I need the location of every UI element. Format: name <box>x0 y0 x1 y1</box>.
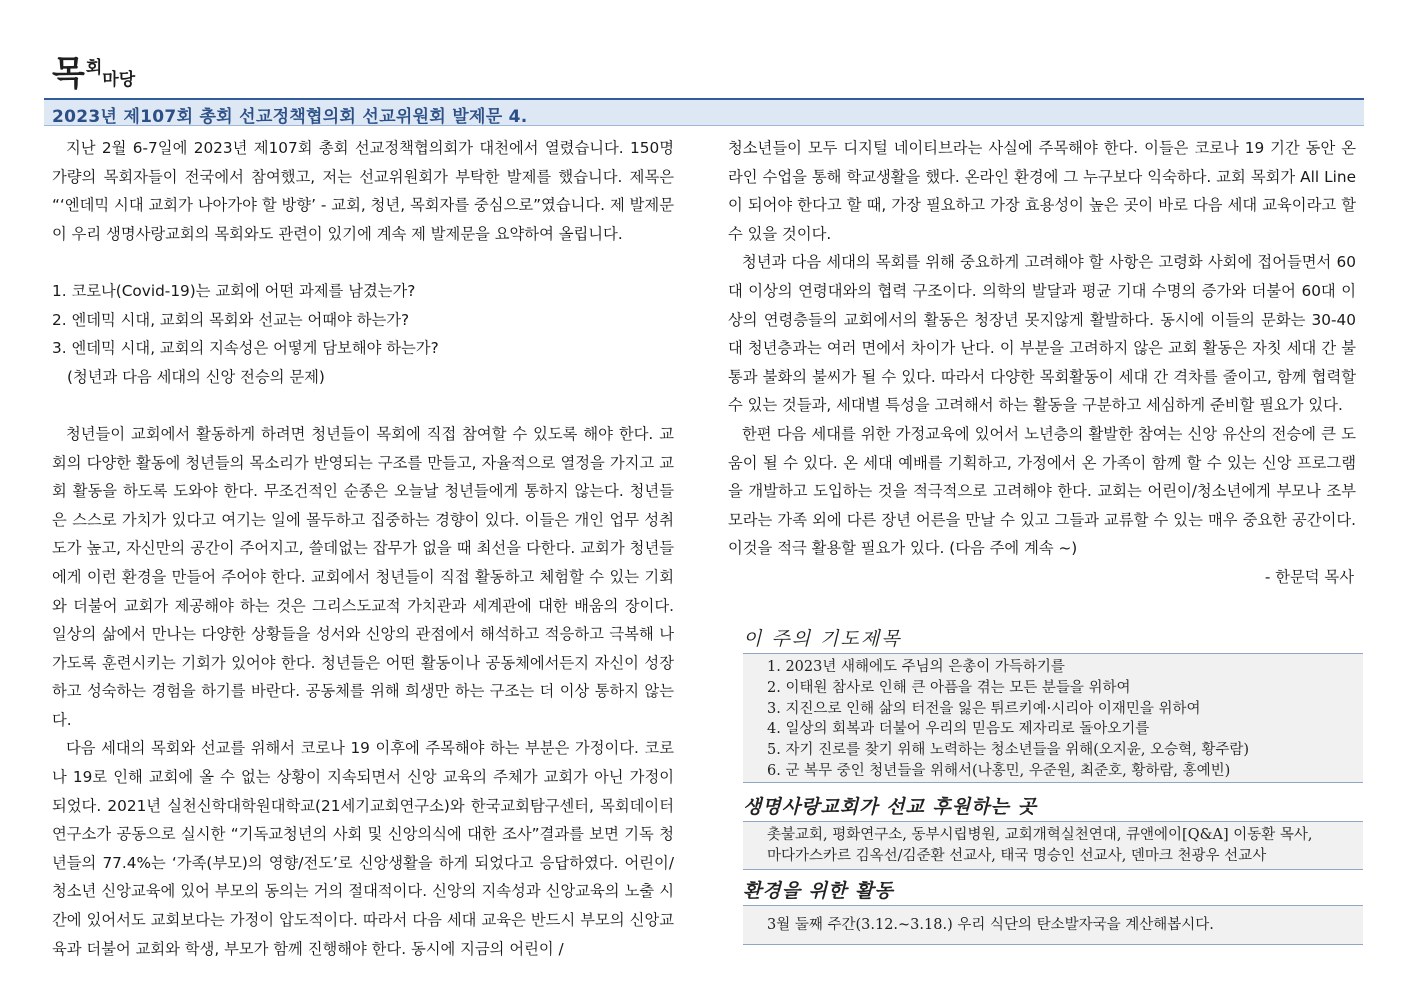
support-line: 마다가스카르 김옥선/김준환 선교사, 태국 명승인 선교사, 덴마크 천광우 선교사 <box>767 847 1267 864</box>
question-item-2: 2. 엔데믹 시대, 교회의 목회와 선교는 어때야 하는가? <box>52 310 410 329</box>
prayer-item: 5. 자기 진로를 찾기 위해 노력하는 청소년들을 위해(오지윤, 오승혁, 황주람) <box>767 742 1250 759</box>
body-paragraph-generations: 청년과 다음 세대의 목회를 위해 중요하게 고려해야 할 사항은 고령화 사회에 접어들면서 60대 이상의 연령대와의 협력 구조이다. 의학의 발달과 평균 기대 수명의 증가와 더불어 60대 이상의 연령층들의 교회에서의 활동은 청장년 못지않게 활발하다. 동시에 이들의 문화는 30-40대 청년층과는 여러 면에서 차이가 난다. 이 부분을 고려하지 않은 교회 활동은 자칫 세대 간 불통과 불화의 불씨가 될 수 있다. 따라서 다양한 목회활동이 세대 간 격차를 줄이고, 함께 협력할 수 있는 것들과, 세대별 특성을 고려해서 하는 활동을 구분하고 세심하게 준비할 필요가 있다. <box>728 253 1356 415</box>
prayer-box <box>743 653 1363 783</box>
prayer-item: 2. 이태원 참사로 인해 큰 아픔을 겪는 모든 분들을 위하여 <box>767 679 1131 696</box>
question-item-1: 1. 코로나(Covid-19)는 교회에 어떤 과제를 남겼는가? <box>52 281 416 300</box>
right-column <box>728 134 1356 592</box>
environment-box <box>743 905 1363 945</box>
logo-char-mok: 목 <box>52 54 85 94</box>
support-line: 촛불교회, 평화연구소, 동부시립병원, 교회개혁실천연대, 큐앤에이[Q&A] 이동환 목사, <box>767 827 1313 843</box>
prayer-item: 6. 군 복무 중인 청년들을 위해서(나홍민, 우준원, 최준호, 황하람, 홍예빈) <box>767 762 1231 779</box>
logo-char-hoe: 회 <box>85 58 103 78</box>
body-paragraph-youth: 청년들이 교회에서 활동하게 하려면 청년들이 목회에 직접 참여할 수 있도록 해야 한다. 교회의 다양한 활동에 청년들의 목소리가 반영되는 구조를 만들고, 자율적으로 열정을 가지고 교회 활동을 하도록 도와야 한다. 무조건적인 순종은 오늘날 청년들에게 통하지 않는다. 청년들은 스스로 가치가 있다고 여기는 일에 몰두하고 집중하는 경향이 있다. 이들은 개인 업무 성취도가 높고, 자신만의 공간이 주어지고, 쓸데없는 잡무가 없을 때 최선을 다한다. 교회가 청년들에게 이런 환경을 만들어 주어야 한다. 교회에서 청년들이 직접 활동하고 체험할 수 있는 기회와 더불어 교회가 제공해야 하는 것은 그리스도교적 가치관과 세계관에 대한 배움의 장이다. 일상의 삶에서 만나는 다양한 상황들을 성서와 신앙의 관점에서 해석하고 적응하고 극복해 나가도록 훈련시키는 기회가 있어야 한다. 청년들은 어떤 활동이나 공동체에서든지 자신이 성장하고 성숙하는 경험을 하기를 바란다. 공동체를 위해 희생만 하는 구조는 더 이상 통하지 않는다. <box>52 424 674 729</box>
body-paragraph-elders: 한편 다음 세대를 위한 가정교육에 있어서 노년층의 활발한 참여는 신앙 유산의 전승에 큰 도움이 될 수 있다. 온 세대 예배를 기획하고, 가정에서 온 가족이 함께 할 수 있는 신앙 프로그램을 개발하고 도입하는 것을 적극적으로 고려해야 한다. 교회는 어린이/청소년에게 부모나 조부모라는 가족 외에 다른 장년 어른을 만날 수 있고 그들과 교류할 수 있는 매우 중요한 공간이다. 이것을 적극 활용할 필요가 있다. (다음 주에 계속 ~) <box>728 424 1356 558</box>
prayer-item: 4. 일상의 회복과 더불어 우리의 믿음도 제자리로 돌아오기를 <box>767 721 1150 738</box>
question-item-3: 3. 엔데믹 시대, 교회의 지속성은 어떻게 담보해야 하는가? <box>52 339 439 358</box>
prayer-item: 1. 2023년 새해에도 주님의 은총이 가득하기를 <box>767 659 1065 675</box>
body-paragraph-family: 다음 세대의 목회와 선교를 위해서 코로나 19 이후에 주목해야 하는 부분은 가정이다. 코로나 19로 인해 교회에 올 수 없는 상황이 지속되면서 신앙 교육의 주체가 교회가 아닌 가정이 되었다. 2021년 실천신학대학원대학교(21세기교회연구소)와 한국교회탐구센터, 목회데이터연구소가 공동으로 실시한 “기독교청년의 사회 및 신앙의식에 대한 조사”결과를 보면 기독 청년들의 77.4%는 ‘가족(부모)의 영향/전도’로 신앙생활을 하게 되었다고 응답하였다. 어린이/청소년 신앙교육에 있어 부모의 동의는 거의 절대적이다. 신앙의 지속성과 신앙교육의 노출 시간에 있어서도 교회보다는 가정이 압도적이다. 따라서 다음 세대 교육은 반드시 부모의 신앙교육과 더불어 교회와 학생, 부모가 함께 진행해야 한다. 동시에 지금의 어린이 / <box>52 739 674 958</box>
environment-heading: 환경을 위한 활동 <box>743 880 894 902</box>
left-column <box>52 134 674 963</box>
prayer-heading: 이 주의 기도제목 <box>743 628 902 650</box>
bulletin-logo <box>52 46 135 96</box>
environment-text: 3월 둘째 주간(3.12.~3.18.) 우리 식단의 탄소발자국을 계산해봅시다. <box>767 917 1214 933</box>
support-heading: 생명사랑교회가 선교 후원하는 곳 <box>743 796 1037 818</box>
question-item-3-sub: (청년과 다음 세대의 신앙 전승의 문제) <box>67 367 325 386</box>
prayer-item: 3. 지진으로 인해 삶의 터전을 잃은 튀르키예·시리아 이재민을 위하여 <box>767 700 1201 717</box>
body-paragraph-digital: 청소년들이 모두 디지털 네이티브라는 사실에 주목해야 한다. 이들은 코로나 19 기간 동안 온라인 수업을 통해 학교생활을 했다. 온라인 환경에 그 누구보다 익숙하다. 교회 목회가 All Line이 되어야 한다고 할 때, 가장 필요하고 가장 효용성이 높은 곳이 바로 다음 세대 교육이라고 할 수 있을 것이다. <box>728 139 1356 243</box>
logo-text-madang: 마당 <box>102 70 136 90</box>
article-title-bar <box>44 98 1364 126</box>
intro-paragraph: 지난 2월 6-7일에 2023년 제107회 총회 선교정책협의회가 대천에서 열렸습니다. 150명 가량의 목회자들이 전국에서 참여했고, 저는 선교위원회가 부탁한 발제를 했습니다. 제목은 “‘엔데믹 시대 교회가 나아가야 할 방향’ - 교회, 청년, 목회자를 중심으로”였습니다. 제 발제문이 우리 생명사랑교회의 목회와도 관련이 있기에 계속 제 발제문을 요약하여 올립니다. <box>52 139 674 243</box>
author-signature: - 한문덕 목사 <box>1264 567 1354 586</box>
support-box <box>743 821 1363 870</box>
article-title: 2023년 제107회 총회 선교정책협의회 선교위원회 발제문 4. <box>52 107 528 127</box>
